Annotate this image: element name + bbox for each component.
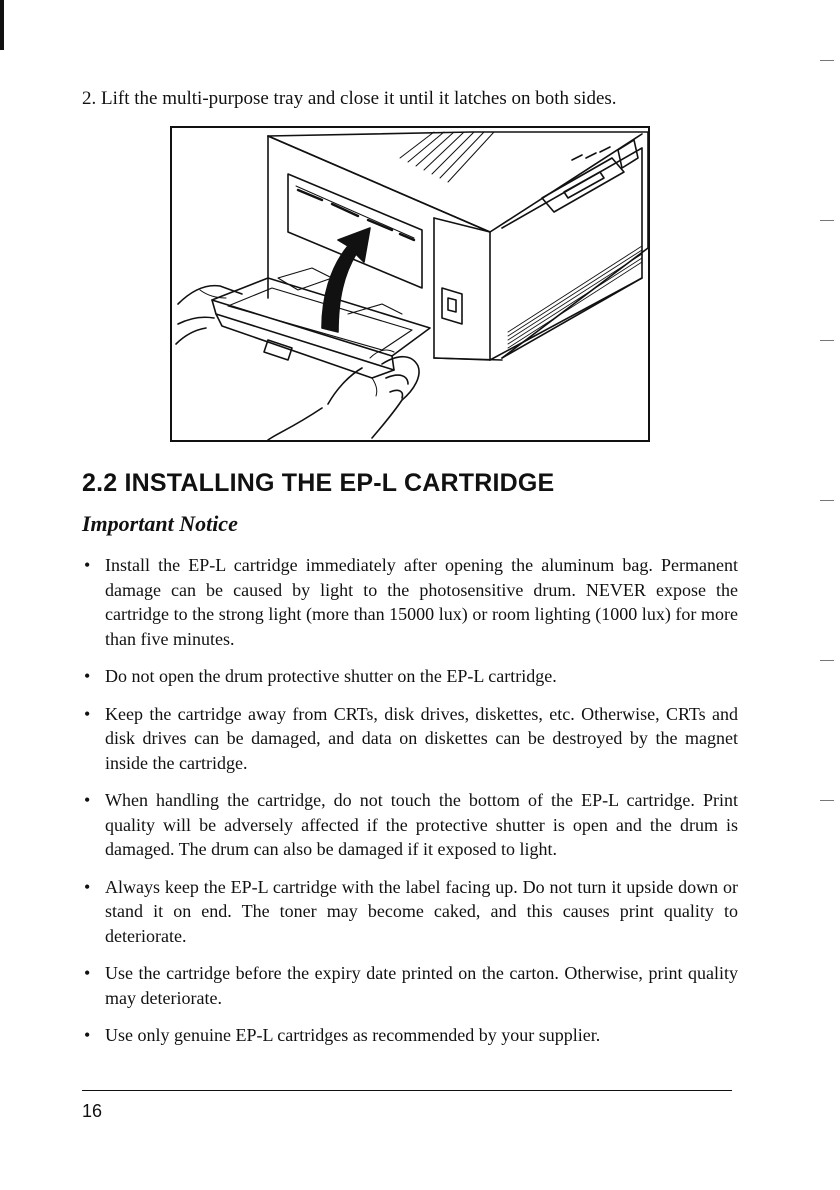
bullet-icon: • xyxy=(84,666,91,686)
step-instruction: 2. Lift the multi-purpose tray and close it until it latches on both sides. xyxy=(82,88,617,109)
list-item xyxy=(82,961,738,1010)
bullet-icon: • xyxy=(84,703,91,724)
printer-tray-figure xyxy=(170,126,650,442)
bullet-icon: • xyxy=(84,555,91,575)
notice-text: Do not open the drum protective shutter on the EP-L cartridge. xyxy=(105,666,557,686)
list-item xyxy=(82,702,738,776)
notice-list xyxy=(82,553,738,1048)
notice-text: Always keep the EP-L cartridge with the label facing up. Do not turn it upside down or stand it on end. The toner may become caked, and this causes print quality to deteriorate. xyxy=(105,876,738,946)
important-notice-heading: Important Notice xyxy=(82,511,238,536)
page-number: 16 xyxy=(82,1101,103,1121)
bullet-icon: • xyxy=(84,1025,91,1045)
printer-tray-illustration-icon xyxy=(172,128,648,440)
bullet-icon: • xyxy=(84,790,91,810)
section-heading: 2.2 INSTALLING THE EP-L CARTRIDGE xyxy=(82,469,555,497)
list-item xyxy=(82,788,738,862)
bullet-icon: • xyxy=(84,876,91,897)
notice-text: When handling the cartridge, do not touch the bottom of the EP-L cartridge. Print quality will be adversely affected if the protective shutter is open and the drum is damaged. The drum can also be damaged if it exposed to light. xyxy=(105,790,738,859)
list-item xyxy=(82,664,738,689)
notice-text: Keep the cartridge away from CRTs, disk drives, diskettes, etc. Otherwise, CRTs and disk drives can be damaged, and data on diskettes can be destroyed by the magnet inside the cartridge. xyxy=(105,703,738,773)
list-item xyxy=(82,1023,738,1048)
notice-text: Use the cartridge before the expiry date printed on the carton. Otherwise, print quality may deteriorate. xyxy=(105,963,738,1008)
scan-edge-mark xyxy=(0,0,4,50)
list-item xyxy=(82,875,738,949)
bullet-icon: • xyxy=(84,963,91,983)
scan-margin-marks xyxy=(816,40,834,860)
notice-text: Install the EP-L cartridge immediately after opening the aluminum bag. Permanent damage can be caused by light to the photosensitive drum. NEVER expose the cartridge to the strong light (more than 15000 lux) or room lighting (1000 lux) for more than five minutes. xyxy=(105,555,738,649)
notice-text: Use only genuine EP-L cartridges as recommended by your supplier. xyxy=(105,1025,601,1045)
footer-divider xyxy=(82,1090,732,1091)
list-item xyxy=(82,553,738,651)
